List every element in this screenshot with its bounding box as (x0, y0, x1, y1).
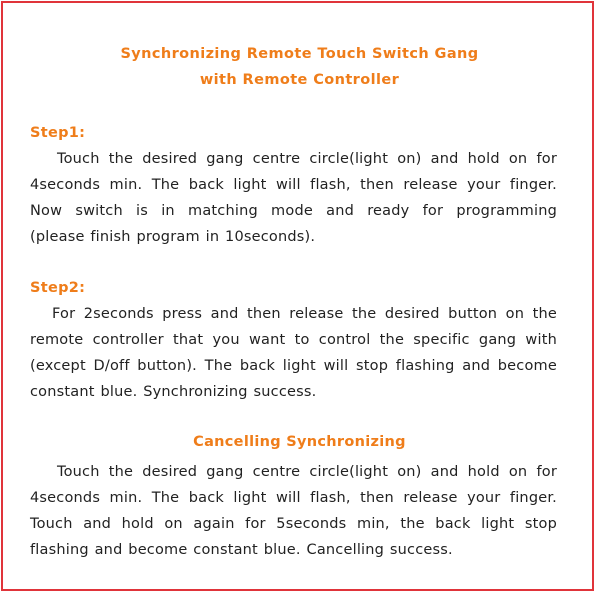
step2-line-3: (except D/off button). The back light will stop flashing and become (30, 358, 557, 374)
cancel-line-4: flashing and become constant blue. Cancelling success. (30, 542, 453, 558)
step2-label: Step2: (30, 280, 86, 296)
cancel-title: Cancelling Synchronizing (193, 434, 406, 450)
title-line-2: with Remote Controller (199, 72, 400, 88)
title-line-1: Synchronizing Remote Touch Switch Gang (120, 46, 479, 62)
step1-line-4: (please finish program in 10seconds). (30, 229, 316, 245)
document-title (3, 41, 596, 93)
cancel-line-1: Touch the desired gang centre circle(light on) and hold on for (57, 464, 557, 480)
cancel-line-3: Touch and hold on again for 5seconds min, the back light stop (30, 516, 557, 532)
cancel-paragraph (30, 459, 557, 563)
step2-line-2: remote controller that you want to control the specific gang with (30, 332, 557, 348)
step1-line-3: Now switch is in matching mode and ready for programming (30, 203, 557, 219)
cancel-line-2: 4seconds min. The back light will flash, then release your finger. (30, 490, 557, 506)
step2-line-4: constant blue. Synchronizing success. (30, 384, 317, 400)
step1-paragraph (30, 146, 557, 250)
step2-paragraph (30, 301, 557, 405)
step2-line-1: For 2seconds press and then release the desired button on the (52, 306, 557, 322)
step1-label: Step1: (30, 125, 86, 141)
step1-line-1: Touch the desired gang centre circle(light on) and hold on for (57, 151, 557, 167)
instruction-frame (1, 1, 594, 591)
step1-line-2: 4seconds min. The back light will flash, then release your finger. (30, 177, 557, 193)
